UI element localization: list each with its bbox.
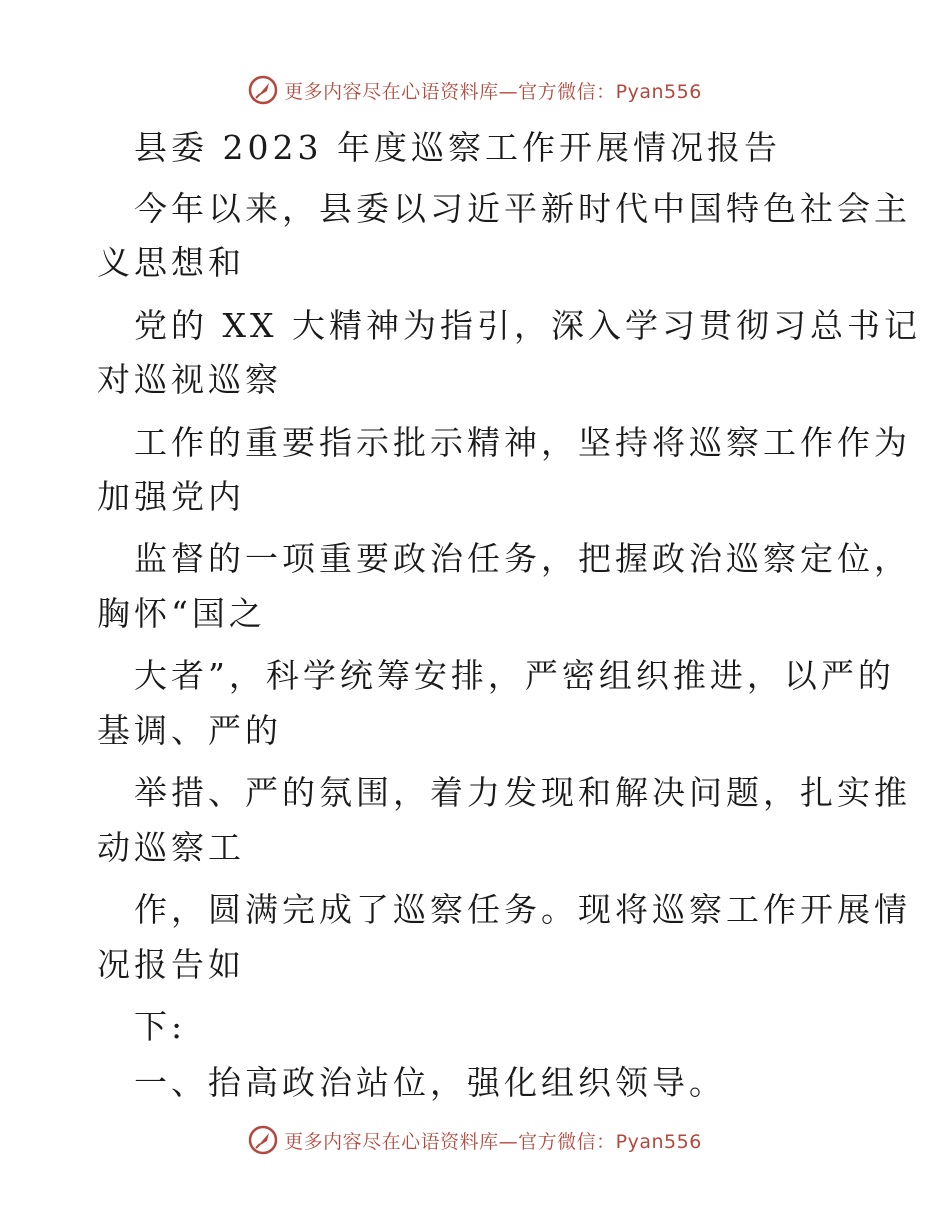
quill-logo-icon — [248, 1125, 278, 1155]
paragraph-line: 工作的重要指示批示精神，坚持将巡察工作作为 — [134, 423, 911, 462]
paragraph-line: 作，圆满完成了巡察任务。现将巡察工作开展情 — [134, 890, 911, 929]
watermark-text: 更多内容尽在心语资料库—官方微信：Pyan556 — [284, 80, 702, 103]
paragraph-line: 对巡视巡察 — [97, 360, 282, 399]
quill-logo-icon — [248, 75, 278, 105]
watermark-footer — [0, 1120, 950, 1160]
paragraph-line: 胸怀“国之 — [97, 594, 266, 633]
paragraph-line: 义思想和 — [97, 243, 245, 282]
paragraph-line: 党的 XX 大精神为指引，深入学习贯彻习总书记 — [134, 306, 921, 345]
watermark-header — [0, 70, 950, 110]
paragraph-line: 监督的一项重要政治任务，把握政治巡察定位， — [134, 539, 911, 578]
paragraph-line: 动巡察工 — [97, 828, 245, 867]
paragraph-line: 举措、严的氛围，着力发现和解决问题，扎实推 — [134, 773, 911, 812]
paragraph-line: 况报告如 — [97, 945, 245, 984]
paragraph-line: 基调、严的 — [97, 711, 282, 750]
section-heading: 一、抬高政治站位，强化组织领导。 — [134, 1063, 726, 1102]
document-title: 县委 2023 年度巡察工作开展情况报告 — [134, 128, 781, 167]
paragraph-line: 今年以来，县委以习近平新时代中国特色社会主 — [134, 189, 911, 228]
paragraph-line: 加强党内 — [97, 477, 245, 516]
paragraph-line: 大者”，科学统筹安排，严密组织推进，以严的 — [134, 656, 895, 695]
watermark-text: 更多内容尽在心语资料库—官方微信：Pyan556 — [284, 1130, 702, 1153]
paragraph-line: 下: — [134, 1007, 187, 1046]
